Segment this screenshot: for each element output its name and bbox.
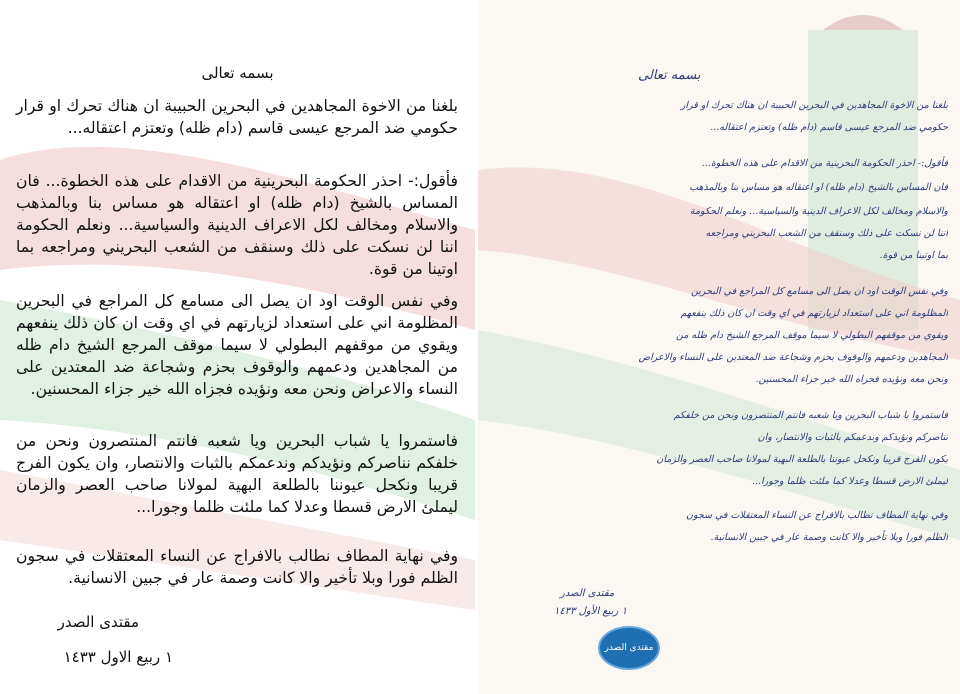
handwritten-title: بسمه تعالى (638, 68, 701, 83)
handwritten-letter-page (478, 0, 960, 694)
handwritten-line: فان المساس بالشيخ (دام ظله) او اعتقاله هو مساس بنا وبالمذهب (689, 182, 948, 193)
handwritten-line: والاسلام ومخالف لكل الاعراف الدينية والسياسية... ونعلم الحكومة (689, 206, 948, 217)
handwritten-line: بلغنا من الاخوة المجاهدين في البحرين الحبيبة ان هناك تحرك او قرار (680, 100, 948, 111)
typed-date: ١ ربيع الاول ١٤٣٣ (63, 648, 173, 666)
handwritten-line: ويقوي من موقفهم البطولي لا سيما موقف المرجع الشيخ دام ظله من (676, 330, 948, 341)
typed-paragraph-3: وفي نفس الوقت اود ان يصل الى مسامع كل المراجع في البحرين المظلومة اني على استعداد لزيارتهم في اي وقت ان كان ذلك ينفعهم ويقوي من موقفهم البطولي لا سيما موقف المرجع الشيخ دام ظله من المجاهدين ودعمهم والوقوف بحزم وشجاعة ضد المعتدين على النساء والاعراض ونحن معه ونؤيده فجزاه الله خير جزاء المحسنين. (16, 292, 458, 398)
handwritten-line: بما اوتينا من قوة. (879, 250, 948, 261)
handwritten-line: وفي نهاية المطاف نطالب بالافراج عن النساء المعتقلات في سجون (686, 510, 948, 521)
handwritten-line: فأقول:- احذر الحكومة البحرينية من الاقدام على هذه الخطوة... (701, 158, 948, 169)
handwritten-line: الظلم فورا وبلا تأخير والا كانت وصمة عار في جبين الانسانية. (710, 532, 948, 543)
typed-signature: مقتدى الصدر (57, 613, 139, 631)
seal-stamp: مقتدى الصدر (598, 626, 660, 670)
watermark-dome (823, 15, 903, 30)
handwritten-line: وفي نفس الوقت اود ان يصل الى مسامع كل المراجع في البحرين (690, 286, 948, 297)
handwritten-body (528, 100, 948, 570)
typed-paragraph-4: فاستمروا يا شباب البحرين ويا شعبه فانتم المنتصرون ونحن من خلفكم نناصركم ونؤيدكم وندعمكم بالثبات والانتصار، وان يكون الفرج قريبا ونكحل عيوننا بالطلعة البهية لمولانا صاحب العصر والزمان ليملئ الارض قسطا وعدلا كما ملئت ظلما وجورا... (16, 432, 458, 516)
handwritten-line: فاستمروا يا شباب البحرين ويا شعبه فانتم المنتصرون ونحن من خلفكم (673, 410, 948, 421)
handwritten-line: المظلومة اني على استعداد لزيارتهم في اي وقت ان كان ذلك ينفعهم (680, 308, 948, 319)
typed-letter-title: بسمه تعالى (201, 64, 274, 82)
handwritten-line: يكون الفرج قريبا ونكحل عيوننا بالطلعة البهية لمولانا صاحب العصر والزمان (656, 454, 948, 465)
handwritten-signature: مقتدى الصدر (560, 588, 615, 599)
typed-paragraph-1: بلغنا من الاخوة المجاهدين في البحرين الحبيبة ان هناك تحرك او قرار حكومي ضد المرجع عيسى قاسم (دام ظله) وتعتزم اعتقاله... (16, 97, 458, 137)
handwritten-line: ونحن معه ونؤيده فجزاه الله خير جزاء المحسنين. (755, 374, 948, 385)
handwritten-line: حكومي ضد المرجع عيسى قاسم (دام ظله) وتعتزم اعتقاله... (710, 122, 948, 133)
handwritten-line: اننا لن نسكت على ذلك وسنقف من الشعب البحريني ومراجعه (705, 228, 948, 239)
typed-paragraph-5: وفي نهاية المطاف نطالب بالافراج عن النساء المعتقلات في سجون الظلم فورا وبلا تأخير والا كانت وصمة عار في جبين الانسانية. (16, 547, 458, 587)
typed-paragraph-2: فأقول:- احذر الحكومة البحرينية من الاقدام على هذه الخطوة... فان المساس بالشيخ (دام ظله) او اعتقاله هو مساس بنا وبالمذهب والاسلام ومخالف لكل الاعراف الدينية والسياسية... ونعلم الحكومة اننا لن نسكت على ذلك وسنقف من الشعب البحريني ومراجعه بما اوتينا من قوة. (16, 172, 458, 278)
handwritten-line: ليملئ الارض قسطا وعدلا كما ملئت ظلما وجورا... (751, 476, 948, 487)
handwritten-line: نناصركم ونؤيدكم وندعمكم بالثبات والانتصار، وان (757, 432, 948, 443)
typed-letter-page (0, 0, 475, 694)
typed-letter (0, 0, 475, 694)
handwritten-line: المجاهدين ودعمهم والوقوف بحزم وشجاعة ضد المعتدين على النساء والاعراض (638, 352, 948, 363)
handwritten-date: ١ ربيع الأول ١٤٣٣ (554, 606, 627, 617)
